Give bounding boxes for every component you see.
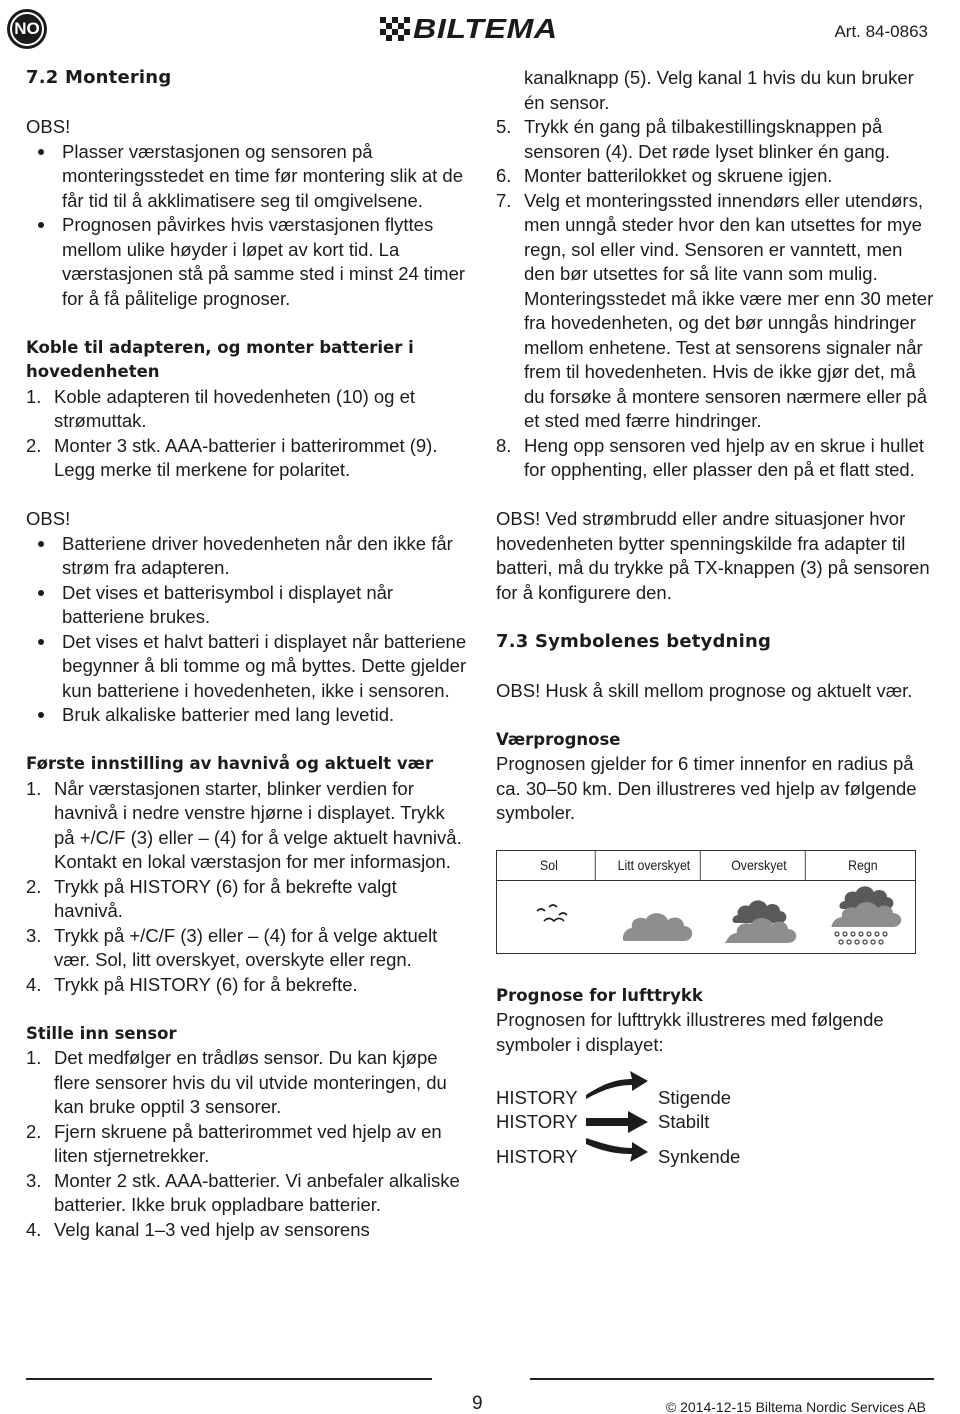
- pressure-heading: Prognose for lufttrykk: [496, 985, 703, 1005]
- pressure-row-stable: HISTORY Stabilt: [496, 1107, 936, 1137]
- list-item: 1 . Koble adapteren til hovedenheten (10) og et strømuttak.: [26, 385, 470, 434]
- obs-label: OBS!: [26, 116, 71, 137]
- biltema-logo: BILTEMA: [380, 17, 539, 41]
- adapter-steps: [26, 385, 470, 483]
- pressure-row-falling: HISTORY Synkende: [496, 1142, 936, 1172]
- footer-rule-right: [530, 1378, 934, 1380]
- obs2-list: [26, 532, 470, 728]
- section-title-montering: 7.2 Montering: [26, 67, 172, 88]
- list-item: Det vises et halvt batteri i displayet når batteriene begynner å bli tomme og må byttes. Dette gjelder kun batteriene i hovedenheten, ikke i sensoren.: [26, 630, 470, 704]
- continued-step: kanalknapp (5). Velg kanal 1 hvis du kun bruker én sensor.: [524, 67, 914, 113]
- list-item: 7 . Velg et monteringssted innendørs eller utendørs, men unngå steder hvor den kan utsettes for mye regn, sol eller vind. Sensoren er vanntett, men den bør utsettes for så lite vann som mulig. Monteringsstedet må ikke være mer enn 30 meter fra hovedenheten, og det bør unngås hindringer mellom enhetene. Test at sensorens signaler når frem til hovedenheten. Hvis de ikke gjør det, må du forsøke å montere sensoren nærmere eller på et sted med færre hindringer.: [496, 189, 936, 434]
- weather-symbol-table: [496, 850, 916, 954]
- first-setup-steps: [26, 777, 470, 998]
- list-item: Prognosen påvirkes hvis værstasjonen flyttes mellom ulike høyder i løpet av kort tid. La værstasjonen stå på samme sted i minst 24 timer for å få pålitelige prognoser.: [26, 213, 470, 311]
- adapter-heading: Koble til adapteren, og monter batterier i hovedenheten: [26, 337, 414, 381]
- section-title-symboler: 7.3 Symbolenes betydning: [496, 630, 772, 652]
- checkered-flag-icon: [380, 17, 410, 41]
- list-item: 5 . Trykk én gang på tilbakestillingsknappen på sensoren (4). Det røde lyset blinker én gang.: [496, 115, 936, 164]
- copyright: © 2014-12-15 Biltema Nordic Services AB: [665, 1399, 926, 1414]
- obs-power-note: OBS! Ved strømbrudd eller andre situasjoner hvor hovedenheten bytter spenningskilde fra adapter til batteri, må du trykke på TX-knappen (3) på sensoren for å konfigurere den.: [496, 508, 930, 603]
- rain-icon: [811, 881, 916, 953]
- list-item: 1 . Når værstasjonen starter, blinker verdien for havnivå i nedre venstre hjørne i displayet. Trykk på +/C/F (3) eller – (4) for å velge aktuelt havnivå. Kontakt en lokal værstasjon for mer informasjon.: [26, 777, 470, 875]
- footer-rule-left: [26, 1378, 432, 1380]
- left-column: [26, 66, 470, 1242]
- list-item: 2 . Monter 3 stk. AAA-batterier i batterirommet (9). Legg merke til merkene for polaritet.: [26, 434, 470, 483]
- obs1-list: [26, 140, 470, 312]
- article-number: Art. 84-0863: [834, 22, 928, 41]
- sensor-heading: Stille inn sensor: [26, 1023, 177, 1043]
- list-item: 6 . Monter batterilokket og skruene igjen.: [496, 164, 936, 189]
- symbol-header-sol: Sol: [503, 851, 595, 880]
- sensor-steps: [26, 1046, 470, 1242]
- list-item: 1 . Det medfølger en trådløs sensor. Du kan kjøpe flere sensorer hvis du vil utvide monteringen, du kan bruke opptil 3 sensorer.: [26, 1046, 470, 1120]
- page-number: 9: [472, 1393, 483, 1414]
- list-item: 2 . Trykk på HISTORY (6) for å bekrefte valgt havnivå.: [26, 875, 470, 924]
- list-item: Plasser værstasjonen og sensoren på monteringsstedet en time før montering slik at de får tid til å akklimatisere seg til omgivelsene.: [26, 140, 470, 214]
- list-item: Bruk alkaliske batterier med lang levetid.: [26, 703, 470, 728]
- symbol-header-overskyet: Overskyet: [713, 851, 805, 880]
- obs-forecast-note: OBS! Husk å skill mellom prognose og aktuelt vær.: [496, 679, 913, 701]
- list-item: 3 . Trykk på +/C/F (3) eller – (4) for å velge aktuelt vær. Sol, litt overskyet, overskyte eller regn.: [26, 924, 470, 973]
- symbol-header-litt-overskyet: Litt overskyet: [608, 851, 700, 880]
- partly-cloudy-icon: [602, 881, 707, 953]
- list-item: 2 . Fjern skruene på batterirommet ved hjelp av en liten stjernetrekker.: [26, 1120, 470, 1169]
- arrow-down-icon: [592, 1142, 662, 1172]
- sensor-steps-continued: [496, 115, 936, 483]
- arrow-right-icon: [592, 1107, 662, 1137]
- symbol-header-regn: Regn: [848, 856, 878, 873]
- first-setup-heading: Første innstilling av havnivå og aktuelt vær: [26, 754, 434, 773]
- list-item: 4 . Velg kanal 1–3 ved hjelp av sensorens: [26, 1218, 470, 1243]
- pressure-symbols: [496, 1069, 936, 1167]
- pressure-text: Prognosen for lufttrykk illustreres med følgende symboler i displayet:: [496, 1009, 884, 1055]
- list-item: 8 . Heng opp sensoren ved hjelp av en skrue i hullet for opphenting, eller plasser den på et flatt sted.: [496, 434, 936, 483]
- language-badge: NO: [7, 9, 47, 49]
- list-item: 4 . Trykk på HISTORY (6) for å bekrefte.: [26, 973, 470, 998]
- list-item: 3 . Monter 2 stk. AAA-batterier. Vi anbefaler alkaliske batterier. Ikke bruk oppladbare batterier.: [26, 1169, 470, 1218]
- forecast-text: Prognosen gjelder for 6 timer innenfor en radius på ca. 30–50 km. Den illustreres ved hjelp av følgende symboler.: [496, 753, 917, 823]
- right-column: [496, 66, 936, 1167]
- cloudy-icon: [706, 881, 811, 953]
- forecast-heading: Værprognose: [496, 729, 621, 749]
- list-item: Det vises et batterisymbol i displayet når batteriene brukes.: [26, 581, 470, 630]
- pressure-row-rising: HISTORY Stigende: [496, 1083, 936, 1113]
- sun-icon: [497, 881, 602, 953]
- list-item: Batteriene driver hovedenheten når den ikke får strøm fra adapteren.: [26, 532, 470, 581]
- obs-label: OBS!: [26, 508, 71, 529]
